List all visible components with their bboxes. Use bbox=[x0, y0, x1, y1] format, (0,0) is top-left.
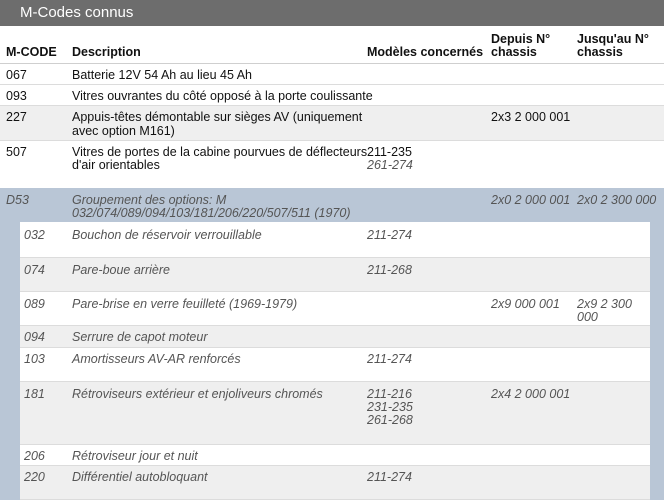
item-code: 089 bbox=[24, 297, 45, 311]
group-code: D53 bbox=[6, 193, 29, 207]
item-to-chassis: 2x9 2 300 bbox=[577, 297, 632, 311]
item-code: 103 bbox=[24, 352, 45, 366]
item-description: Amortisseurs AV-AR renforcés bbox=[72, 352, 241, 366]
row-code: 507 bbox=[6, 145, 27, 159]
row-description-line2: avec option M161) bbox=[72, 124, 175, 138]
table-row bbox=[0, 106, 664, 141]
item-code: 094 bbox=[24, 330, 45, 344]
group-items bbox=[0, 222, 664, 500]
item-from-chassis: 2x4 2 000 001 bbox=[491, 387, 571, 401]
item-from-chassis: 2x9 000 001 bbox=[491, 297, 560, 311]
item-code: 032 bbox=[24, 228, 45, 242]
row-models: 211-235 bbox=[367, 145, 412, 159]
table-row bbox=[0, 85, 664, 106]
group-description: Groupement des options: M bbox=[72, 193, 227, 207]
item-models: 211-268 bbox=[367, 263, 412, 277]
item-code: 074 bbox=[24, 263, 45, 277]
item-models: 211-274 bbox=[367, 352, 412, 366]
item-description: Différentiel autobloquant bbox=[72, 470, 208, 484]
list-item bbox=[20, 382, 650, 445]
table-header bbox=[0, 26, 664, 64]
item-code: 181 bbox=[24, 387, 45, 401]
item-models: 211-216 bbox=[367, 387, 412, 401]
row-description: Vitres de portes de la cabine pourvues de déflecteurs bbox=[72, 145, 368, 159]
group-description-line2: 032/074/089/094/103/181/206/220/507/511 (1970) bbox=[72, 206, 351, 220]
table-row bbox=[0, 64, 664, 85]
item-models-line3: 261-268 bbox=[367, 413, 413, 427]
header-to-line1: Jusqu'au N° bbox=[577, 32, 649, 46]
item-code: 220 bbox=[24, 470, 45, 484]
row-description: Appuis-têtes démontable sur sièges AV (uniquement bbox=[72, 110, 363, 124]
list-item bbox=[20, 258, 650, 292]
item-to-chassis-line2: 000 bbox=[577, 310, 598, 324]
header-from-line1: Depuis N° bbox=[491, 32, 551, 46]
header-description: Description bbox=[72, 45, 141, 59]
item-models-line2: 231-235 bbox=[367, 400, 413, 414]
row-from-chassis: 2x3 2 000 001 bbox=[491, 110, 571, 124]
list-item bbox=[20, 222, 650, 258]
item-description: Rétroviseur jour et nuit bbox=[72, 449, 198, 463]
header-mcode: M-CODE bbox=[6, 45, 57, 59]
row-code: 227 bbox=[6, 110, 27, 124]
header-to-line2: chassis bbox=[577, 45, 623, 59]
row-description: Vitres ouvrantes du côté opposé à la porte coulissante bbox=[72, 89, 373, 103]
group-from-chassis: 2x0 2 000 001 bbox=[491, 193, 571, 207]
header-models: Modèles concernés bbox=[367, 45, 484, 59]
list-item bbox=[20, 326, 650, 348]
item-description: Pare-boue arrière bbox=[72, 263, 170, 277]
item-models: 211-274 bbox=[367, 470, 412, 484]
item-description: Pare-brise en verre feuilleté (1969-1979) bbox=[72, 297, 298, 311]
table-row bbox=[0, 141, 664, 188]
item-description: Rétroviseurs extérieur et enjoliveurs chromés bbox=[72, 387, 323, 401]
item-description: Serrure de capot moteur bbox=[72, 330, 208, 344]
header-from-line2: chassis bbox=[491, 45, 537, 59]
list-item bbox=[20, 445, 650, 466]
row-models-line2: 261-274 bbox=[367, 158, 413, 172]
row-description: Batterie 12V 54 Ah au lieu 45 Ah bbox=[72, 68, 252, 82]
item-models: 211-274 bbox=[367, 228, 412, 242]
item-description: Bouchon de réservoir verrouillable bbox=[72, 228, 262, 242]
row-code: 093 bbox=[6, 89, 27, 103]
list-item bbox=[20, 348, 650, 382]
row-description-line2: d'air orientables bbox=[72, 158, 160, 172]
list-item bbox=[20, 292, 650, 326]
group-row bbox=[0, 188, 664, 222]
list-item bbox=[20, 466, 650, 500]
group-to-chassis: 2x0 2 300 000 bbox=[577, 193, 657, 207]
row-code: 067 bbox=[6, 68, 27, 82]
section-title: M-Codes connus bbox=[0, 0, 664, 26]
item-code: 206 bbox=[24, 449, 45, 463]
